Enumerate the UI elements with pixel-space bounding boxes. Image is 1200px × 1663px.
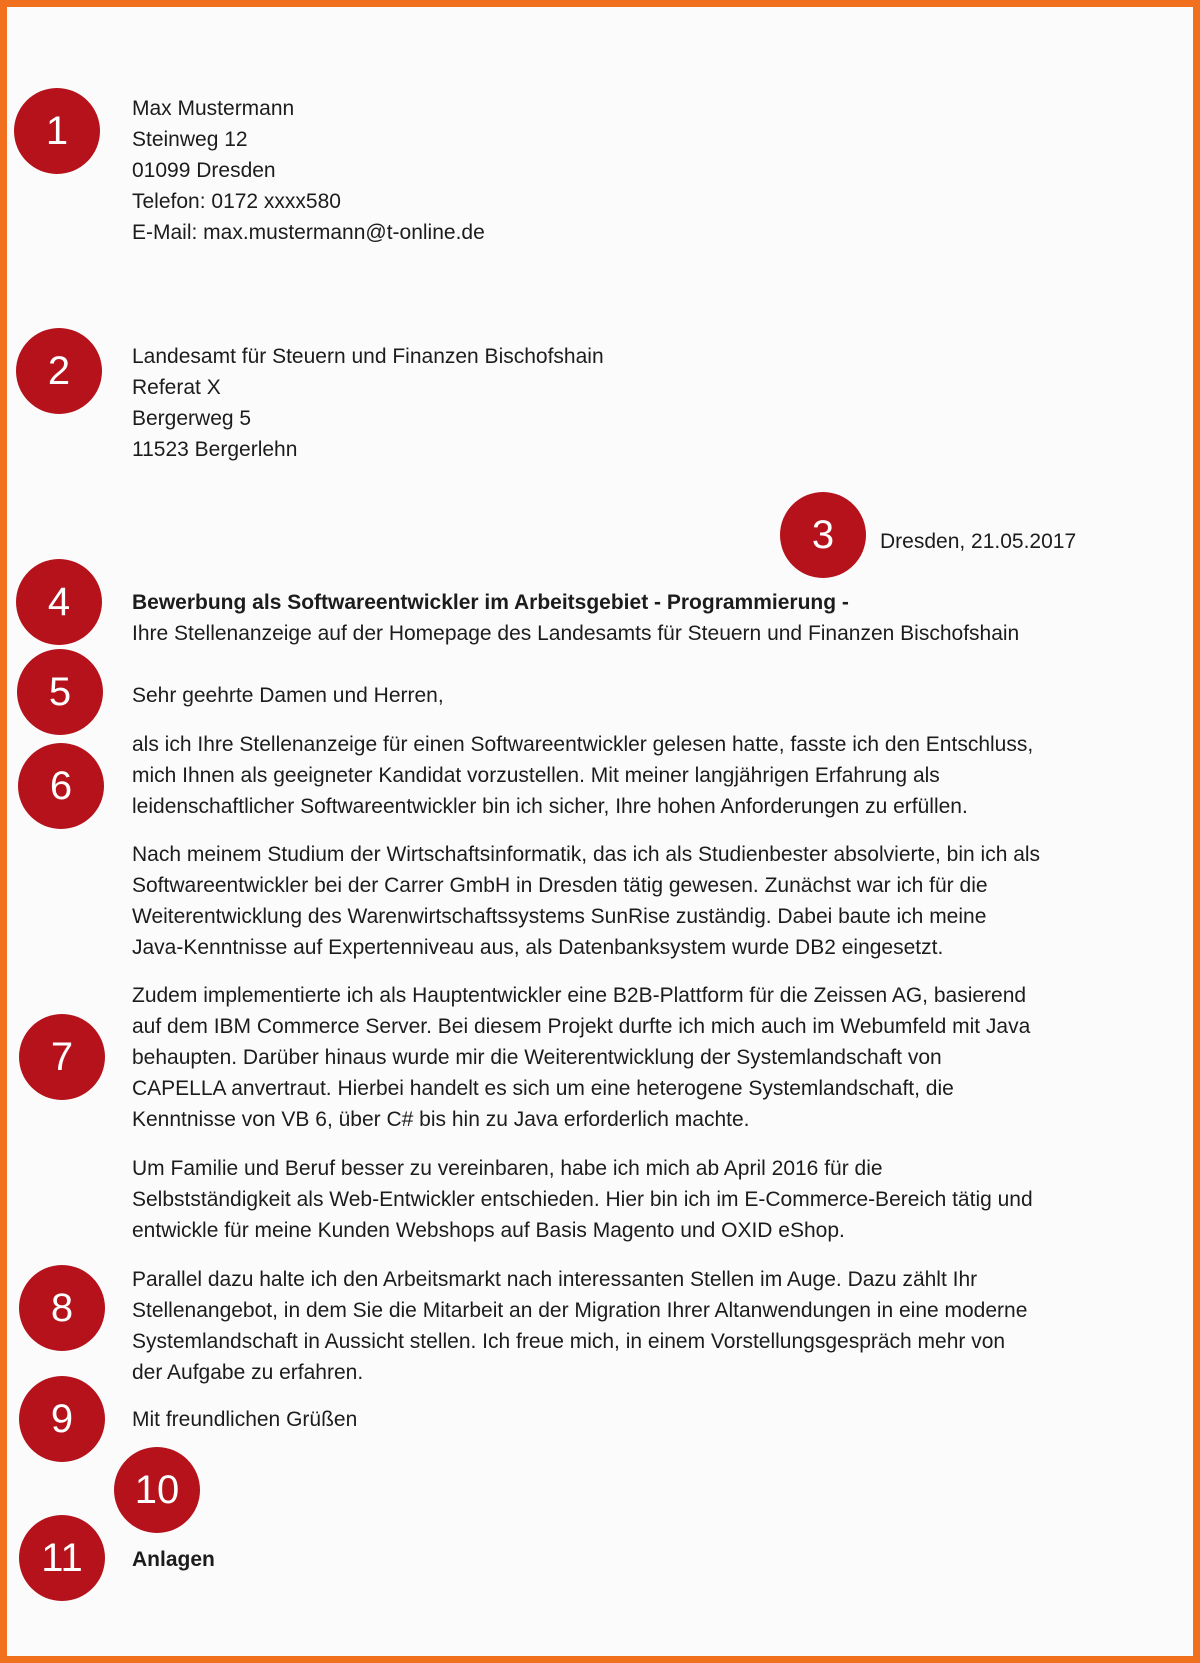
- paragraph-line: Systemlandschaft in Aussicht stellen. Ich freue mich, in einem Vorstellungsgespräch mehr von: [132, 1330, 1006, 1353]
- paragraph-line: Kenntnisse von VB 6, über C# bis hin zu Java erforderlich machte.: [132, 1108, 750, 1131]
- marker-9: 9: [19, 1376, 105, 1462]
- marker-5: 5: [17, 649, 103, 735]
- paragraph-line: auf dem IBM Commerce Server. Bei diesem Projekt durfte ich mich auch im Webumfeld mit Java: [132, 1015, 1031, 1038]
- paragraph-4: [132, 1153, 1033, 1246]
- marker-10: 10: [114, 1447, 200, 1533]
- paragraph-line: als ich Ihre Stellenanzeige für einen Softwareentwickler gelesen hatte, fasste ich den Entschluss,: [132, 733, 1034, 756]
- subject-reference: Ihre Stellenanzeige auf der Homepage des Landesamts für Steuern und Finanzen Bischofshain: [132, 622, 1020, 645]
- paragraph-line: mich Ihnen als geeigneter Kandidat vorzustellen. Mit meiner langjährigen Erfahrung als: [132, 764, 940, 787]
- subject: [132, 587, 1019, 649]
- marker-6: 6: [18, 743, 104, 829]
- marker-7: 7: [19, 1014, 105, 1100]
- paragraph-line: Nach meinem Studium der Wirtschaftsinformatik, das ich als Studienbester absolvierte, bin ich als: [132, 843, 1041, 866]
- attachments-label: Anlagen: [132, 1548, 215, 1571]
- sender-email: E-Mail: max.mustermann@t-online.de: [132, 221, 485, 244]
- recipient-organization: Landesamt für Steuern und Finanzen Bischofshain: [132, 345, 604, 368]
- recipient-address: [132, 341, 604, 465]
- paragraph-line: CAPELLA anvertraut. Hierbei handelt es sich um eine heterogene Systemlandschaft, die: [132, 1077, 954, 1100]
- marker-8: 8: [19, 1265, 105, 1351]
- paragraph-line: leidenschaftlicher Softwareentwickler bin ich sicher, Ihre hohen Anforderungen zu erfüllen.: [132, 795, 968, 818]
- closing: Mit freundlichen Grüßen: [132, 1408, 358, 1431]
- paragraph-5: [132, 1264, 1027, 1388]
- paragraph-line: behaupten. Darüber hinaus wurde mir die Weiterentwicklung der Systemlandschaft von: [132, 1046, 942, 1069]
- paragraph-line: Um Familie und Beruf besser zu vereinbaren, habe ich mich ab April 2016 für die: [132, 1157, 883, 1180]
- paragraph-line: Weiterentwicklung des Warenwirtschaftssystems SunRise zuständig. Dabei baute ich meine: [132, 905, 987, 928]
- sender-address: [132, 93, 485, 248]
- paragraph-line: Selbstständigkeit als Web-Entwickler entschieden. Hier bin ich im E-Commerce-Bereich tätig und: [132, 1188, 1033, 1211]
- date-line: Dresden, 21.05.2017: [880, 530, 1077, 553]
- paragraph-line: Softwareentwickler bei der Carrer GmbH in Dresden tätig gewesen. Zunächst war ich für die: [132, 874, 988, 897]
- sender-name: Max Mustermann: [132, 97, 295, 120]
- recipient-city: 11523 Bergerlehn: [132, 438, 298, 461]
- marker-11: 11: [19, 1515, 105, 1601]
- paragraph-1: [132, 729, 1033, 822]
- paragraph-2: [132, 839, 1040, 963]
- recipient-street: Bergerweg 5: [132, 407, 252, 430]
- subject-title: Bewerbung als Softwareentwickler im Arbeitsgebiet - Programmierung -: [132, 591, 849, 614]
- paragraph-line: Parallel dazu halte ich den Arbeitsmarkt nach interessanten Stellen im Auge. Dazu zählt Ihr: [132, 1268, 978, 1291]
- paragraph-line: Zudem implementierte ich als Hauptentwickler eine B2B-Plattform für die Zeissen AG, basierend: [132, 984, 1027, 1007]
- paragraph-3: [132, 980, 1030, 1135]
- paragraph-line: entwickle für meine Kunden Webshops auf Basis Magento und OXID eShop.: [132, 1219, 845, 1242]
- salutation: Sehr geehrte Damen und Herren,: [132, 684, 444, 707]
- recipient-department: Referat X: [132, 376, 221, 399]
- marker-2: 2: [16, 328, 102, 414]
- paragraph-line: Stellenangebot, in dem Sie die Mitarbeit an der Migration Ihrer Altanwendungen in eine moderne: [132, 1299, 1028, 1322]
- paragraph-line: Java-Kenntnisse auf Expertenniveau aus, als Datenbanksystem wurde DB2 eingesetzt.: [132, 936, 944, 959]
- sender-street: Steinweg 12: [132, 128, 248, 151]
- paragraph-line: der Aufgabe zu erfahren.: [132, 1361, 364, 1384]
- sender-phone: Telefon: 0172 xxxx580: [132, 190, 341, 213]
- sender-city: 01099 Dresden: [132, 159, 276, 182]
- marker-1: 1: [14, 88, 100, 174]
- marker-3: 3: [780, 492, 866, 578]
- marker-4: 4: [16, 559, 102, 645]
